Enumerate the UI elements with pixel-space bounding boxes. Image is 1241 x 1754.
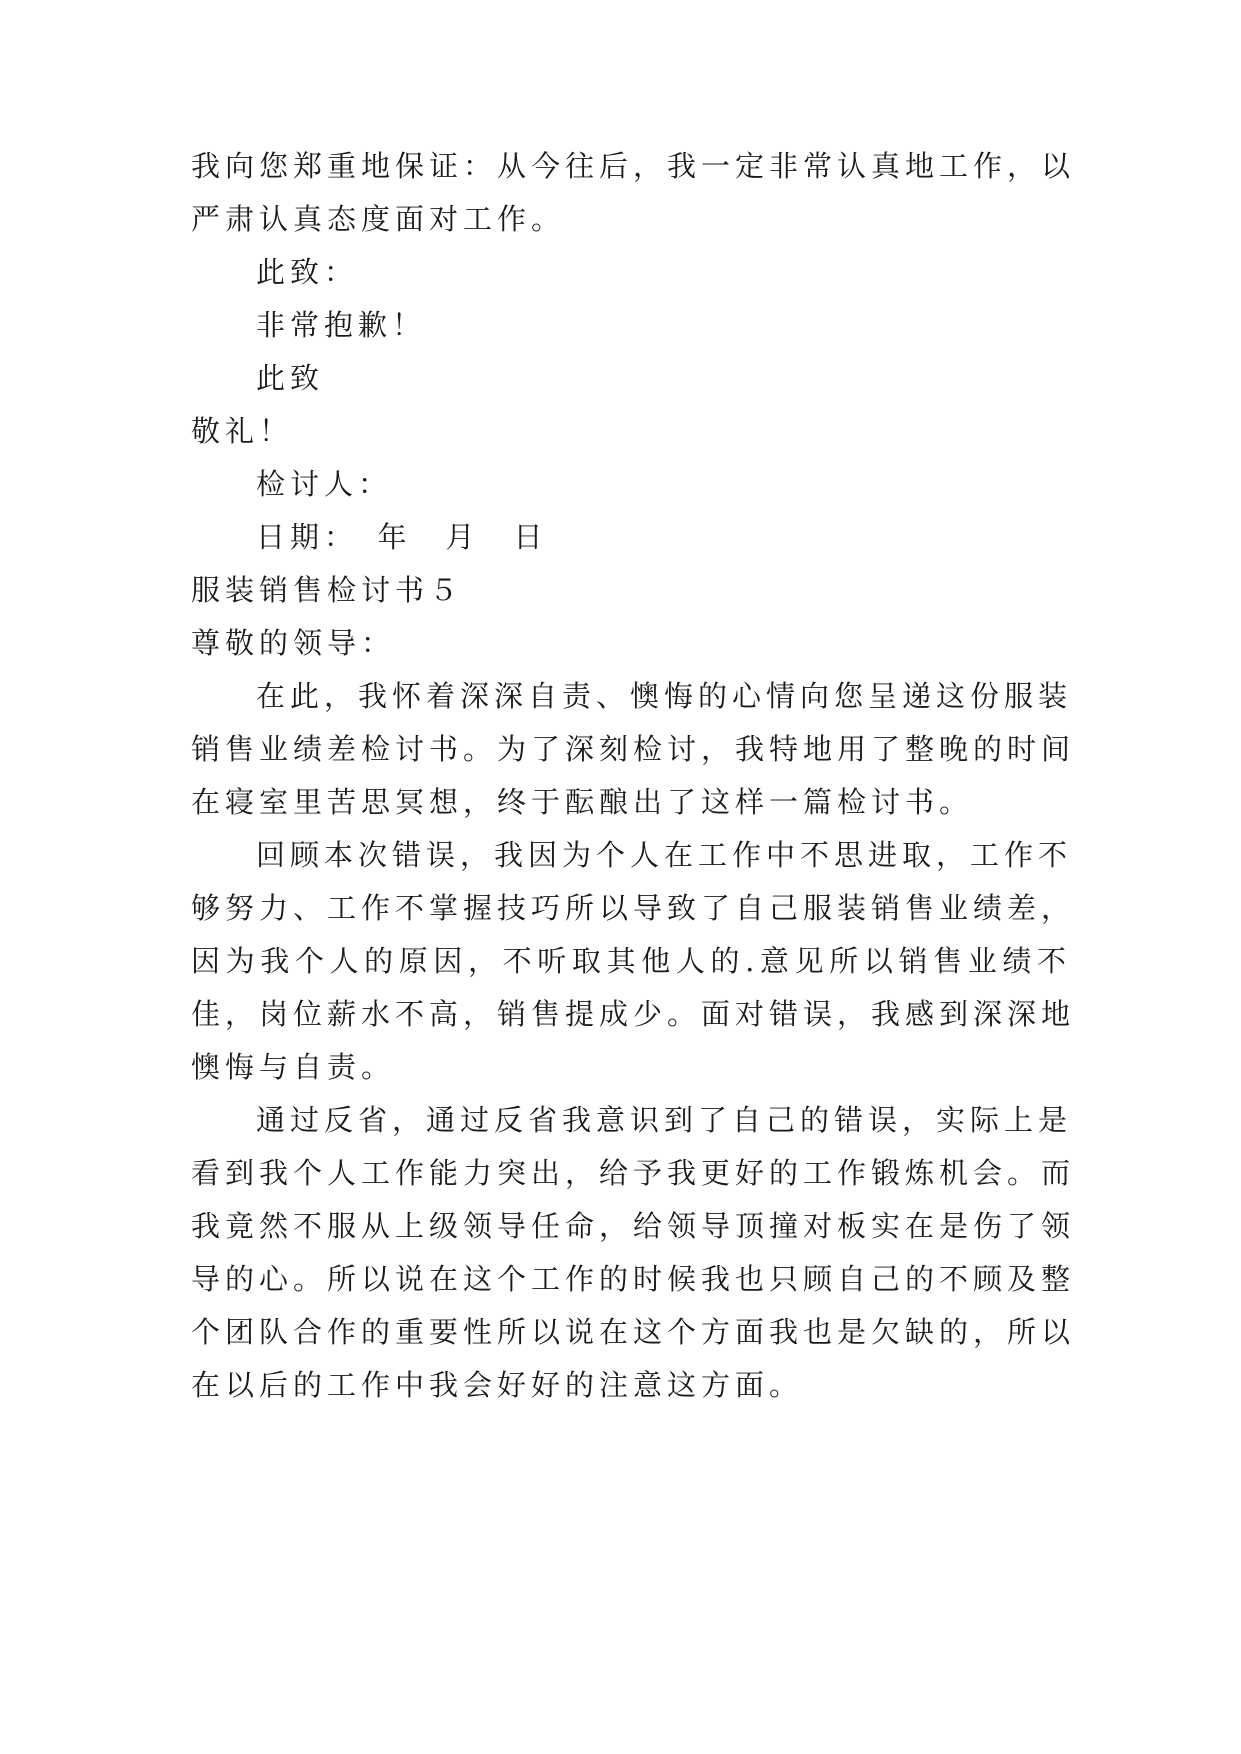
paragraph-line: 在此，我怀着深深自责、懊悔的心情向您呈递这份服装: [256, 679, 1073, 713]
paragraph-line: 因为我个人的原因，不听取其他人的.意见所以销售业绩不: [191, 944, 1071, 978]
salutation-line: 此致：: [256, 255, 359, 289]
text-line: 严肃认真态度面对工作。: [191, 202, 566, 236]
regards-line: 敬礼！: [191, 414, 294, 448]
section-title: 服装销售检讨书５: [191, 573, 464, 607]
paragraph-line: 够努力、工作不掌握技巧所以导致了自己服装销售业绩差，: [191, 891, 1076, 925]
paragraph-line: 在以后的工作中我会好好的注意这方面。: [191, 1368, 804, 1402]
date-label: 日期： 年 月 日: [256, 520, 548, 554]
greeting: 尊敬的领导：: [191, 626, 396, 660]
paragraph-line: 导的心。所以说在这个工作的时候我也只顾自己的不顾及整: [191, 1262, 1076, 1296]
paragraph-line: 我竟然不服从上级领导任命，给领导顶撞对板实在是伤了领: [191, 1209, 1076, 1243]
paragraph-line: 回顾本次错误，我因为个人在工作中不思进取，工作不: [256, 838, 1073, 872]
paragraph-line: 懊悔与自责。: [191, 1050, 396, 1084]
paragraph-line: 在寝室里苦思冥想，终于酝酿出了这样一篇检讨书。: [191, 785, 974, 819]
apology-line: 非常抱歉！: [256, 308, 427, 342]
paragraph-line: 销售业绩差检讨书。为了深刻检讨，我特地用了整晚的时间: [191, 732, 1076, 766]
paragraph-line: 看到我个人工作能力突出，给予我更好的工作锻炼机会。而: [191, 1156, 1076, 1190]
salutation-line: 此致: [256, 361, 325, 395]
signer-label: 检讨人：: [256, 467, 393, 501]
paragraph-line: 通过反省，通过反省我意识到了自己的错误，实际上是: [256, 1103, 1073, 1137]
text-line: 我向您郑重地保证：从今往后，我一定非常认真地工作，以: [191, 149, 1076, 183]
paragraph-line: 个团队合作的重要性所以说在这个方面我也是欠缺的，所以: [191, 1315, 1076, 1349]
paragraph-line: 佳，岗位薪水不高，销售提成少。面对错误，我感到深深地: [191, 997, 1076, 1031]
